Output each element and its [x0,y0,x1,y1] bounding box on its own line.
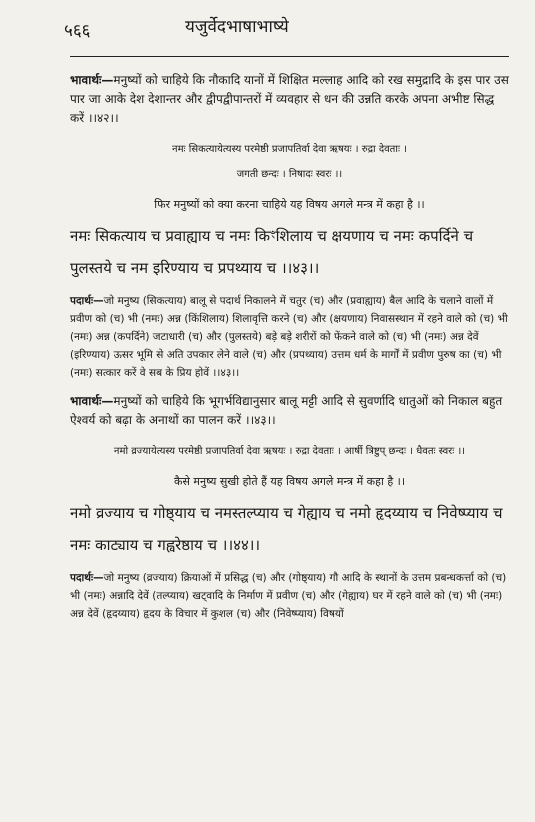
page-header [64,0,509,57]
section-lead: पदार्थः— [70,572,104,584]
paragraph-text: मनुष्यों को चाहिये कि नौकादि यानों में शिक्षित मल्लाह आदि को रख समुद्रादि के इस पार उस पार जा आके देश देशान्तर और द्वीपद्वीपान्तरों में व्यवहार से धन की उन्नति करके अपना अभीष्ट सिद्ध करें ।।४२।। [70,73,509,125]
mantra-verse: नमो व्रज्याय च गोष्ठ्याय च नमस्तल्प्याय च गेह्याय च नमो हृदय्याय च निवेष्प्याय च नमः काट्याय च गह्वरेष्ठाय च ।।४४।। [70,504,503,554]
bhavartha-paragraph [70,392,509,430]
paragraph-text: मनुष्यों को चाहिये कि भूगर्भविद्यानुसार बालू मट्टी आदि से सुवर्णादि धातुओं को निकाल बहुत ऐश्वर्य को बढ़ा के अनाथों का पालन करें ।।४३।। [70,394,503,427]
paragraph-text: जो मनुष्य (सिकत्याय) बालू से पदार्थ निकालने में चतुर (च) और (प्रवाह्याय) बैल आदि के चलाने वालों में प्रवीण को (च) भी (नमः) अन्न (किंशिलाय) शिलावृत्ति करने (च) और (क्षयणाय) निवासस्थान में रहने वाले को (च) भी (नमः) अन्न (कपर्दिने) जटाधारी (च) और (पुलस्तये) बड़े बड़े शरीरों को फेंकने वाले को (च) भी (नमः) अन्न देवें (इरिण्याय) ऊसर भूमि से अति उपकार लेने वाले (च) और (प्रपथ्याय) उत्तम धर्म के मार्गों में प्रवीण पुरुष का (च) भी (नमः) सत्कार करें वे सब के प्रिय होवें ।।४३।। [70,295,508,379]
bhavartha-paragraph [70,71,509,128]
section-lead: भावार्थः— [70,73,114,87]
mantra-metadata: नमः सिकत्यायेत्यस्य परमेष्ठी प्रजापतिर्वा देवा ऋषयः । रुद्रा देवताः । [172,144,407,155]
padartha-paragraph [70,292,509,382]
mantra-metadata: जगती छन्दः । निषादः स्वरः ।। [236,169,343,180]
mantra-verse: नमः सिकत्याय च प्रवाह्याय च नमः किꣳशिलाय च क्षयणाय च नमः कपर्दिने च पुलस्तये च नम इरिण्याय च प्रपथ्याय च ।।४३।। [70,227,474,277]
mantra-metadata: नमो व्रज्यायेत्यस्य परमेष्ठी प्रजापतिर्वा देवा ऋषयः । रुद्रा देवताः । आर्षी त्रिष्टुप् छन्दः । धैवतः स्वरः ।। [113,446,466,457]
paragraph-text: जो मनुष्य (व्रज्याय) क्रियाओं में प्रसिद्ध (च) और (गोष्ठ्याय) गौ आदि के स्थानों के उत्तम प्रबन्धकर्त्ता को (च) भी (नमः) अन्नादि देवें (तल्प्याय) खट्वादि के निर्माण में प्रवीण (च) और (गेह्याय) घर में रहने वाले को (च) भी (नमः) अन्न देवें (हृदय्याय) हृदय के विचार में कुशल (च) और (निवेष्प्याय) विषयों [70,572,507,620]
section-lead: भावार्थः— [70,394,114,408]
topic-intro: कैसे मनुष्य सुखी होते हैं यह विषय अगले मन्त्र में कहा है ।। [174,475,405,488]
padartha-paragraph [70,569,509,623]
page-number: ५६६ [64,21,91,41]
running-title: यजुर्वेदभाषाभाष्ये [185,17,289,37]
section-lead: पदार्थः— [70,295,104,307]
topic-intro: फिर मनुष्यों को क्या करना चाहिये यह विषय अगले मन्त्र में कहा है ।। [154,198,425,211]
